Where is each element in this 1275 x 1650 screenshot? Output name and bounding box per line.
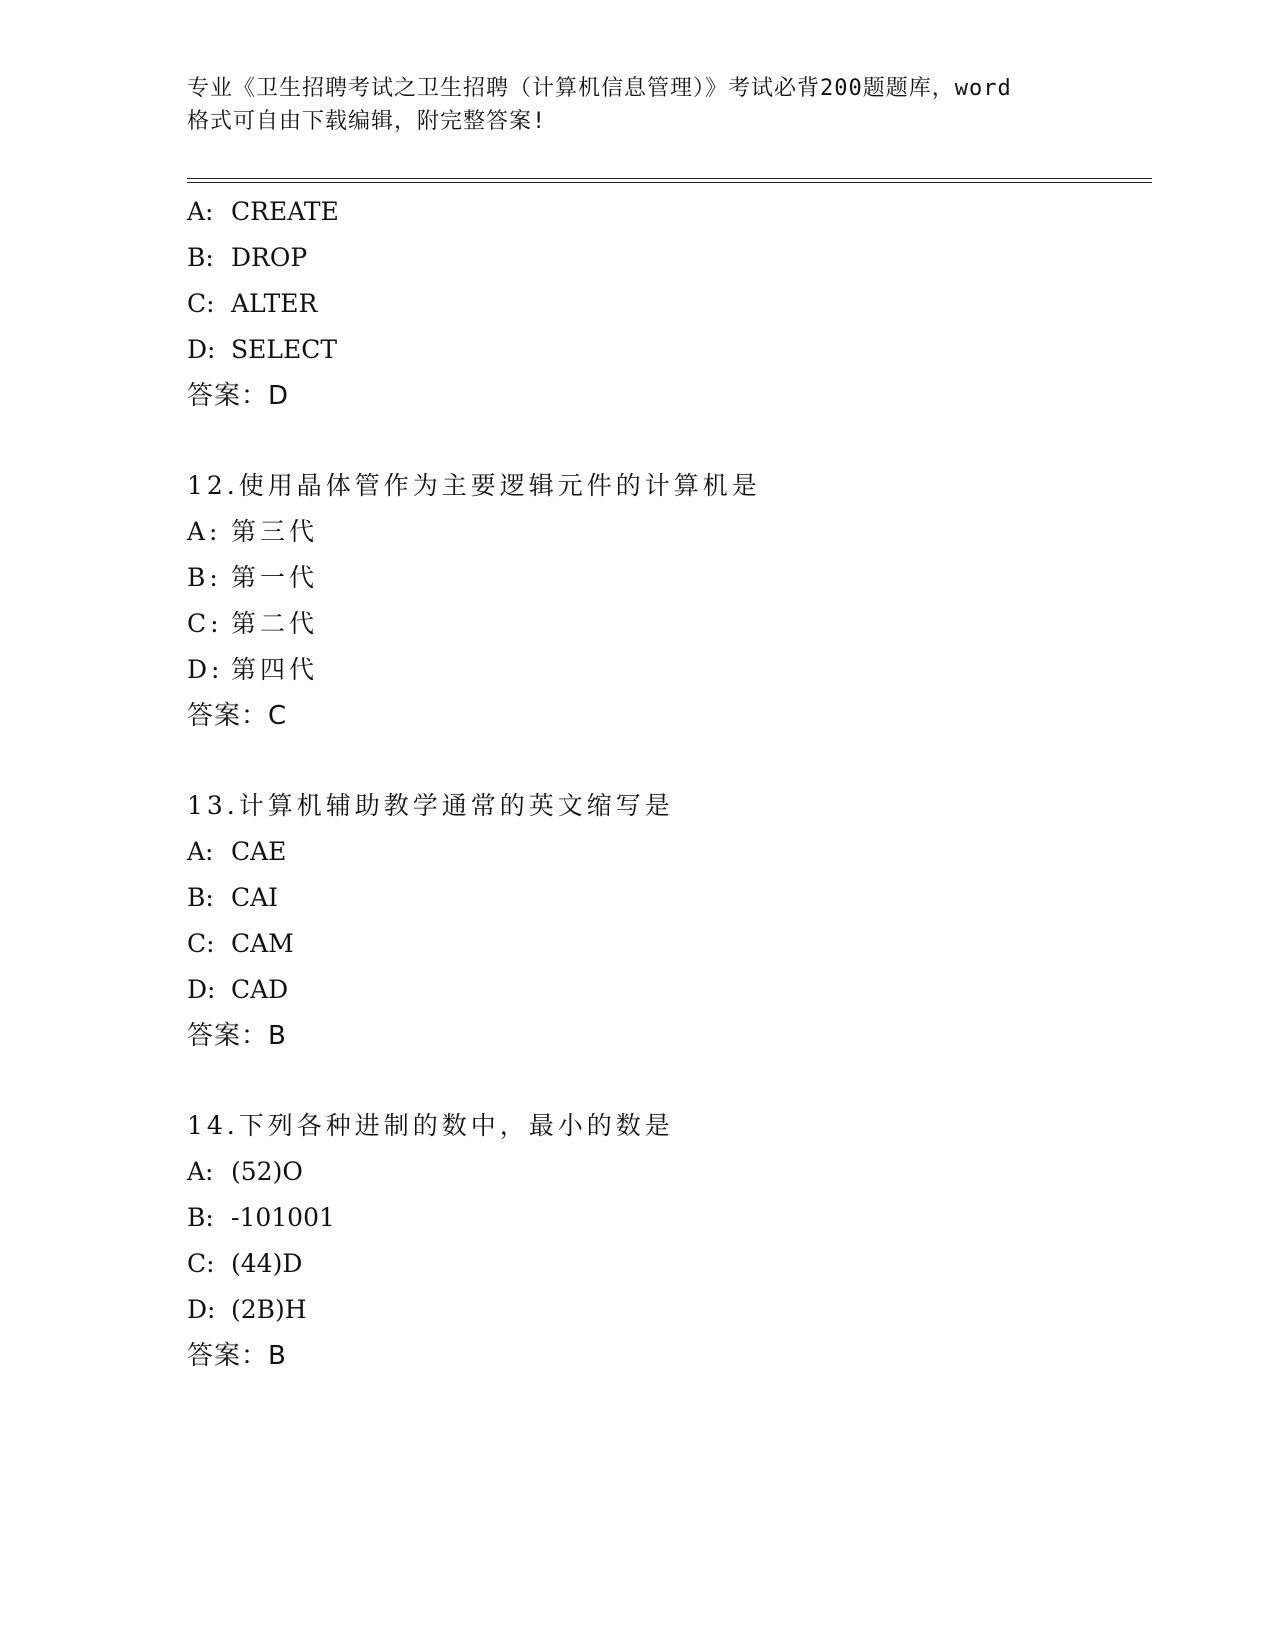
- option-text: ALTER: [231, 289, 318, 318]
- option-c: [187, 1241, 1152, 1287]
- questions-list: [187, 189, 1152, 1379]
- option-label: B:: [187, 883, 214, 912]
- option-label: C:: [187, 1249, 215, 1278]
- option-b: [187, 1195, 1152, 1241]
- option-a: [187, 509, 1152, 555]
- option-text: 第三代: [231, 517, 319, 546]
- option-b: [187, 235, 1152, 281]
- option-text: CAM: [231, 929, 294, 958]
- option-label: C:: [187, 289, 215, 318]
- option-a: [187, 1149, 1152, 1195]
- option-label: A:: [187, 197, 214, 226]
- option-text: -101001: [231, 1203, 335, 1232]
- option-label: C:: [187, 609, 223, 638]
- option-label: C:: [187, 929, 215, 958]
- question-text: 13.计算机辅助教学通常的英文缩写是: [187, 791, 674, 820]
- option-label: D:: [187, 1295, 216, 1324]
- question-11: [187, 189, 1152, 419]
- option-text: 第一代: [231, 563, 319, 592]
- option-label: A:: [187, 517, 222, 546]
- option-text: DROP: [231, 243, 308, 272]
- option-label: B:: [187, 563, 222, 592]
- option-label: D:: [187, 335, 216, 364]
- option-label: B:: [187, 1203, 214, 1232]
- question-text: 14.下列各种进制的数中，最小的数是: [187, 1111, 674, 1140]
- option-d: [187, 1287, 1152, 1333]
- option-text: (44)D: [231, 1249, 303, 1278]
- option-label: D:: [187, 975, 216, 1004]
- answer-line: 答案：B: [187, 1021, 287, 1051]
- option-a: [187, 829, 1152, 875]
- option-b: [187, 875, 1152, 921]
- option-c: [187, 601, 1152, 647]
- option-label: A:: [187, 1157, 214, 1186]
- header-divider-top: [187, 178, 1152, 179]
- option-text: CAI: [231, 883, 279, 912]
- header-line-2: 格式可自由下载编辑，附完整答案!: [187, 109, 547, 134]
- option-label: D:: [187, 655, 224, 684]
- question-text: 12.使用晶体管作为主要逻辑元件的计算机是: [187, 471, 761, 500]
- option-c: [187, 921, 1152, 967]
- option-text: CREATE: [231, 197, 339, 226]
- option-label: B:: [187, 243, 214, 272]
- option-text: 第四代: [231, 655, 319, 684]
- header-line-1: 专业《卫生招聘考试之卫生招聘（计算机信息管理）》考试必背200题题库，word: [187, 76, 1012, 101]
- option-text: CAD: [231, 975, 289, 1004]
- option-text: 第二代: [231, 609, 319, 638]
- option-d: [187, 327, 1152, 373]
- option-text: (52)O: [231, 1157, 303, 1186]
- question-12: [187, 463, 1152, 739]
- header-divider-bottom: [187, 182, 1152, 183]
- option-d: [187, 647, 1152, 693]
- option-text: CAE: [231, 837, 287, 866]
- option-c: [187, 281, 1152, 327]
- option-b: [187, 555, 1152, 601]
- option-text: SELECT: [231, 335, 338, 364]
- answer-line: 答案：C: [187, 701, 288, 731]
- document-header: [187, 72, 1087, 138]
- answer-line: 答案：D: [187, 381, 290, 411]
- answer-line: 答案：B: [187, 1341, 287, 1371]
- option-a: [187, 189, 1152, 235]
- option-label: A:: [187, 837, 214, 866]
- question-13: [187, 783, 1152, 1059]
- question-14: [187, 1103, 1152, 1379]
- option-d: [187, 967, 1152, 1013]
- option-text: (2B)H: [231, 1295, 307, 1324]
